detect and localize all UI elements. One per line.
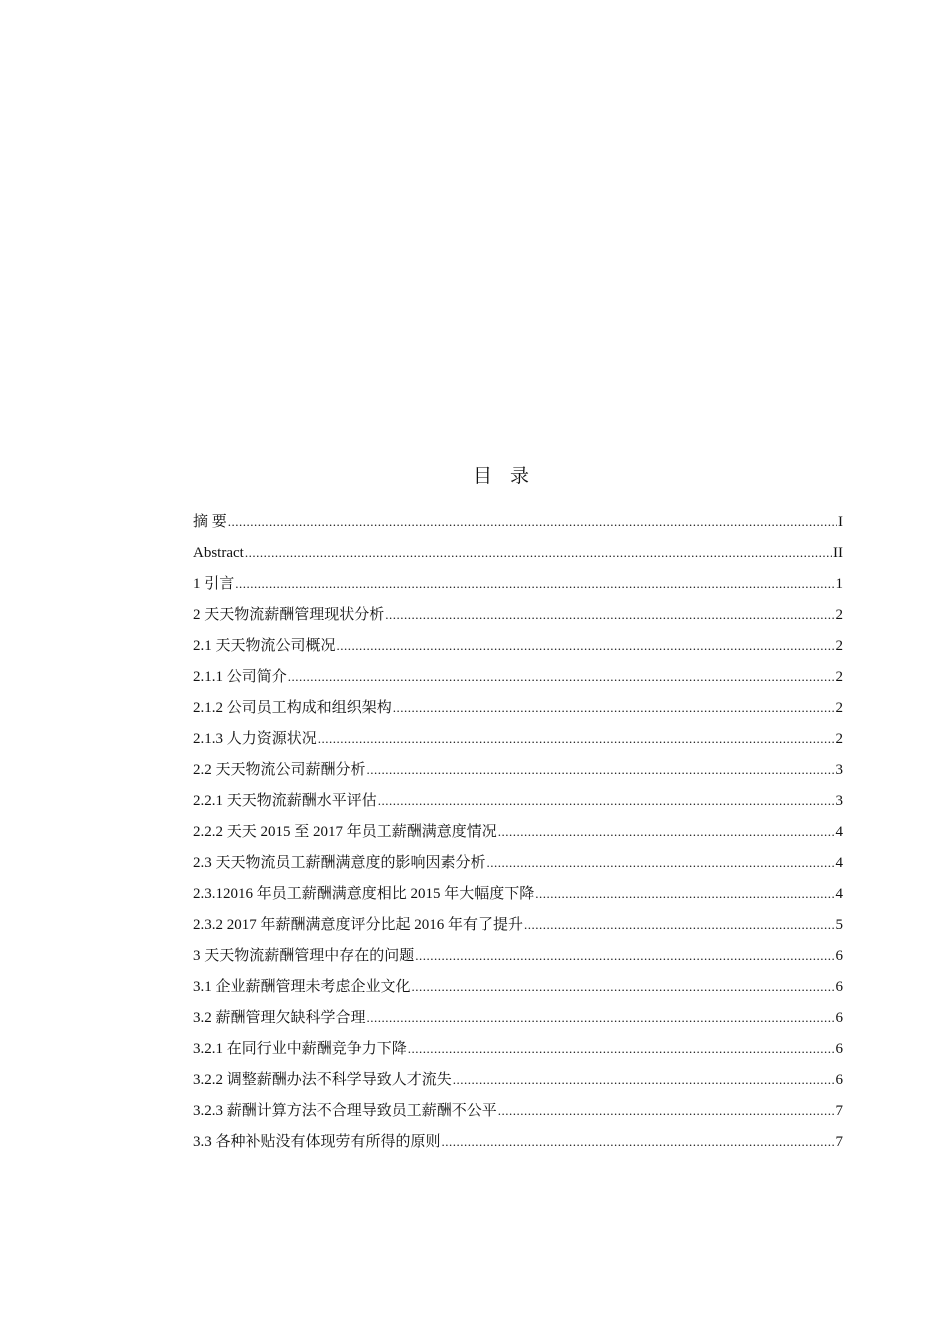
- toc-entry-label: 3.3 各种补贴没有体现劳有所得的原则: [193, 1134, 441, 1150]
- toc-entry-page: 6: [835, 1041, 843, 1057]
- toc-entry[interactable]: [193, 696, 843, 727]
- toc-dot-leader: [498, 820, 835, 844]
- toc-dot-leader: [245, 541, 832, 565]
- toc-dot-leader: [498, 1099, 835, 1123]
- toc-entry-label: 2.2.1 天天物流薪酬水平评估: [193, 793, 377, 809]
- toc-entry-label: 2.3 天天物流员工薪酬满意度的影响因素分析: [193, 855, 486, 871]
- toc-entry-label: 2.3.2 2017 年薪酬满意度评分比起 2016 年有了提升: [193, 917, 524, 933]
- toc-title: 目录: [472, 466, 547, 487]
- toc-entry-page: II: [833, 545, 843, 561]
- toc-entry-label: 2.1.2 公司员工构成和组织架构: [193, 700, 392, 716]
- toc-entry[interactable]: [193, 758, 843, 789]
- toc-entry[interactable]: [193, 510, 843, 541]
- toc-entry[interactable]: [193, 851, 843, 882]
- toc-entry-label: 1 引言: [193, 576, 235, 592]
- toc-entry-label: 3.2.3 薪酬计算方法不合理导致员工薪酬不公平: [193, 1103, 497, 1119]
- toc-entry-page: 2: [835, 638, 843, 654]
- toc-entry-page: 5: [835, 917, 843, 933]
- toc-entry[interactable]: [193, 944, 843, 975]
- toc-entry-page: 6: [835, 948, 843, 964]
- toc-dot-leader: [235, 572, 834, 596]
- toc-entry-label: 2 天天物流薪酬管理现状分析: [193, 607, 385, 623]
- toc-entry[interactable]: [193, 882, 843, 913]
- toc-entry-label: 2.1.3 人力资源状况: [193, 731, 317, 747]
- toc-dot-leader: [288, 665, 835, 689]
- toc-entry-label: 摘 要: [193, 514, 227, 530]
- toc-entry-page: 4: [835, 886, 843, 902]
- toc-entry[interactable]: [193, 975, 843, 1006]
- toc-entry-label: Abstract: [193, 545, 244, 561]
- toc-entry-label: 2.3.12016 年员工薪酬满意度相比 2015 年大幅度下降: [193, 886, 535, 902]
- toc-dot-leader: [318, 727, 835, 751]
- toc-dot-leader: [337, 634, 835, 658]
- toc-entry-label: 2.1 天天物流公司概况: [193, 638, 336, 654]
- toc-entry[interactable]: [193, 1130, 843, 1161]
- toc-entry-page: 3: [835, 793, 843, 809]
- toc-dot-leader: [453, 1068, 835, 1092]
- toc-dot-leader: [385, 603, 834, 627]
- toc-entry[interactable]: [193, 572, 843, 603]
- toc-entry-page: 7: [835, 1103, 843, 1119]
- toc-dot-leader: [442, 1130, 835, 1154]
- toc-entry[interactable]: [193, 634, 843, 665]
- toc-entry-label: 2.2.2 天天 2015 至 2017 年员工薪酬满意度情况: [193, 824, 497, 840]
- toc-entry[interactable]: [193, 1006, 843, 1037]
- toc-entry-label: 2.1.1 公司简介: [193, 669, 287, 685]
- toc-dot-leader: [378, 789, 835, 813]
- toc-dot-leader: [228, 510, 837, 534]
- toc-dot-leader: [415, 944, 834, 968]
- toc-entry[interactable]: [193, 665, 843, 696]
- toc-entry[interactable]: [193, 1099, 843, 1130]
- toc-entry-page: 6: [835, 1072, 843, 1088]
- toc-entry-page: 4: [835, 855, 843, 871]
- toc-entry-page: 4: [835, 824, 843, 840]
- toc-entry-page: 7: [835, 1134, 843, 1150]
- toc-entry-label: 3 天天物流薪酬管理中存在的问题: [193, 948, 415, 964]
- toc-entry-page: 6: [835, 979, 843, 995]
- toc-entry-label: 3.1 企业薪酬管理未考虑企业文化: [193, 979, 411, 995]
- toc-dot-leader: [412, 975, 835, 999]
- toc-entry-page: 2: [835, 669, 843, 685]
- toc-entry-page: 1: [835, 576, 843, 592]
- toc-dot-leader: [524, 913, 834, 937]
- toc-entry[interactable]: [193, 603, 843, 634]
- toc-list: [193, 510, 843, 1161]
- toc-entry-page: I: [838, 514, 843, 530]
- toc-entry-page: 2: [835, 731, 843, 747]
- toc-entry-page: 2: [835, 607, 843, 623]
- toc-dot-leader: [367, 758, 835, 782]
- toc-dot-leader: [393, 696, 835, 720]
- toc-entry-page: 6: [835, 1010, 843, 1026]
- toc-entry[interactable]: [193, 789, 843, 820]
- toc-dot-leader: [487, 851, 835, 875]
- toc-entry-label: 3.2 薪酬管理欠缺科学合理: [193, 1010, 366, 1026]
- toc-entry-page: 3: [835, 762, 843, 778]
- toc-entry-label: 3.2.1 在同行业中薪酬竞争力下降: [193, 1041, 407, 1057]
- toc-entry-label: 3.2.2 调整薪酬办法不科学导致人才流失: [193, 1072, 452, 1088]
- toc-dot-leader: [367, 1006, 835, 1030]
- toc-entry[interactable]: [193, 913, 843, 944]
- toc-entry[interactable]: [193, 1068, 843, 1099]
- toc-entry[interactable]: [193, 1037, 843, 1068]
- toc-entry[interactable]: [193, 541, 843, 572]
- toc-dot-leader: [535, 882, 834, 906]
- toc-dot-leader: [408, 1037, 835, 1061]
- toc-entry-label: 2.2 天天物流公司薪酬分析: [193, 762, 366, 778]
- toc-entry[interactable]: [193, 727, 843, 758]
- toc-entry[interactable]: [193, 820, 843, 851]
- toc-entry-page: 2: [835, 700, 843, 716]
